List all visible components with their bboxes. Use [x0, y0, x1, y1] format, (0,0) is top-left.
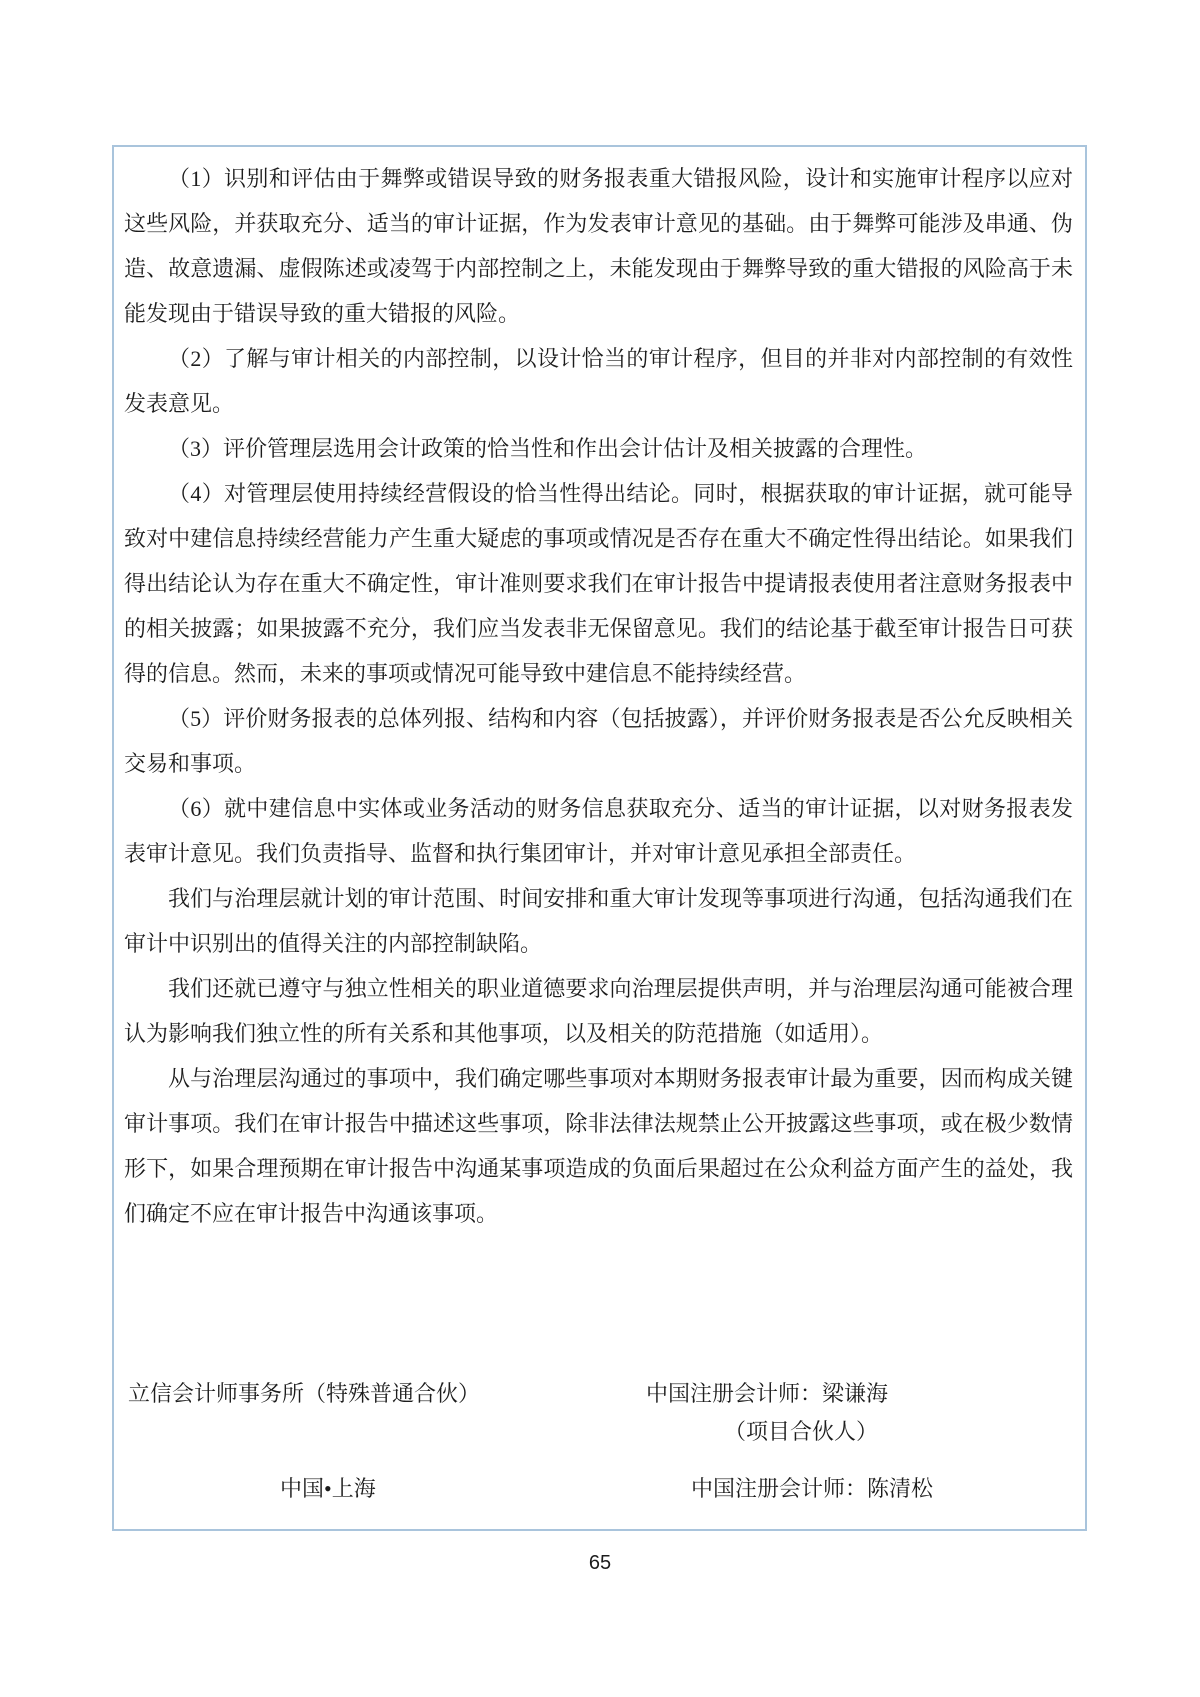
paragraph-4: （4）对管理层使用持续经营假设的恰当性得出结论。同时，根据获取的审计证据，就可能导致对中建信息持续经营能力产生重大疑虑的事项或情况是否存在重大不确定性得出结论。如果我们得出结论认为存在重大不确定性，审计准则要求我们在审计报告中提请报表使用者注意财务报表中的相关披露；如果披露不充分，我们应当发表非无保留意见。我们的结论基于截至审计报告日可获得的信息。然而，未来的事项或情况可能导致中建信息不能持续经营。 — [124, 481, 1073, 686]
paragraph-3: （3）评价管理层选用会计政策的恰当性和作出会计估计及相关披露的合理性。 — [168, 436, 928, 461]
audit-firm-name: 立信会计师事务所（特殊普通合伙） — [128, 1381, 481, 1406]
cpa-name-1: 中国注册会计师：梁谦海 — [646, 1381, 889, 1406]
paragraph-9: 从与治理层沟通过的事项中，我们确定哪些事项对本期财务报表审计最为重要，因而构成关键审计事项。我们在审计报告中描述这些事项，除非法律法规禁止公开披露这些事项，或在极少数情形下，如果合理预期在审计报告中沟通某事项造成的负面后果超过在公众利益方面产生的益处，我们确定不应在审计报告中沟通该事项。 — [124, 1066, 1073, 1226]
paragraph-8: 我们还就已遵守与独立性相关的职业道德要求向治理层提供声明，并与治理层沟通可能被合理认为影响我们独立性的所有关系和其他事项，以及相关的防范措施（如适用）。 — [124, 976, 1073, 1046]
signature-block — [124, 1371, 1073, 1516]
paragraph-5: （5）评价财务报表的总体列报、结构和内容（包括披露），并评价财务报表是否公允反映相关交易和事项。 — [124, 706, 1073, 776]
firm-location: 中国•上海 — [280, 1476, 376, 1501]
paragraph-2: （2）了解与审计相关的内部控制，以设计恰当的审计程序，但目的并非对内部控制的有效性发表意见。 — [124, 346, 1073, 416]
paragraph-6: （6）就中建信息中实体或业务活动的财务信息获取充分、适当的审计证据，以对财务报表发表审计意见。我们负责指导、监督和执行集团审计，并对审计意见承担全部责任。 — [124, 796, 1073, 866]
page-number: 65 — [588, 1552, 612, 1574]
cpa-name-2: 中国注册会计师：陈清松 — [691, 1476, 934, 1501]
cpa-role: （项目合伙人） — [724, 1419, 879, 1444]
paragraph-7: 我们与治理层就计划的审计范围、时间安排和重大审计发现等事项进行沟通，包括沟通我们在审计中识别出的值得关注的内部控制缺陷。 — [124, 886, 1073, 956]
paragraph-1: （1）识别和评估由于舞弊或错误导致的财务报表重大错报风险，设计和实施审计程序以应对这些风险，并获取充分、适当的审计证据，作为发表审计意见的基础。由于舞弊可能涉及串通、伪造、故意遗漏、虚假陈述或凌驾于内部控制之上，未能发现由于舞弊导致的重大错报的风险高于未能发现由于错误导致的重大错报的风险。 — [124, 166, 1073, 326]
audit-report-text-box — [112, 145, 1087, 1531]
